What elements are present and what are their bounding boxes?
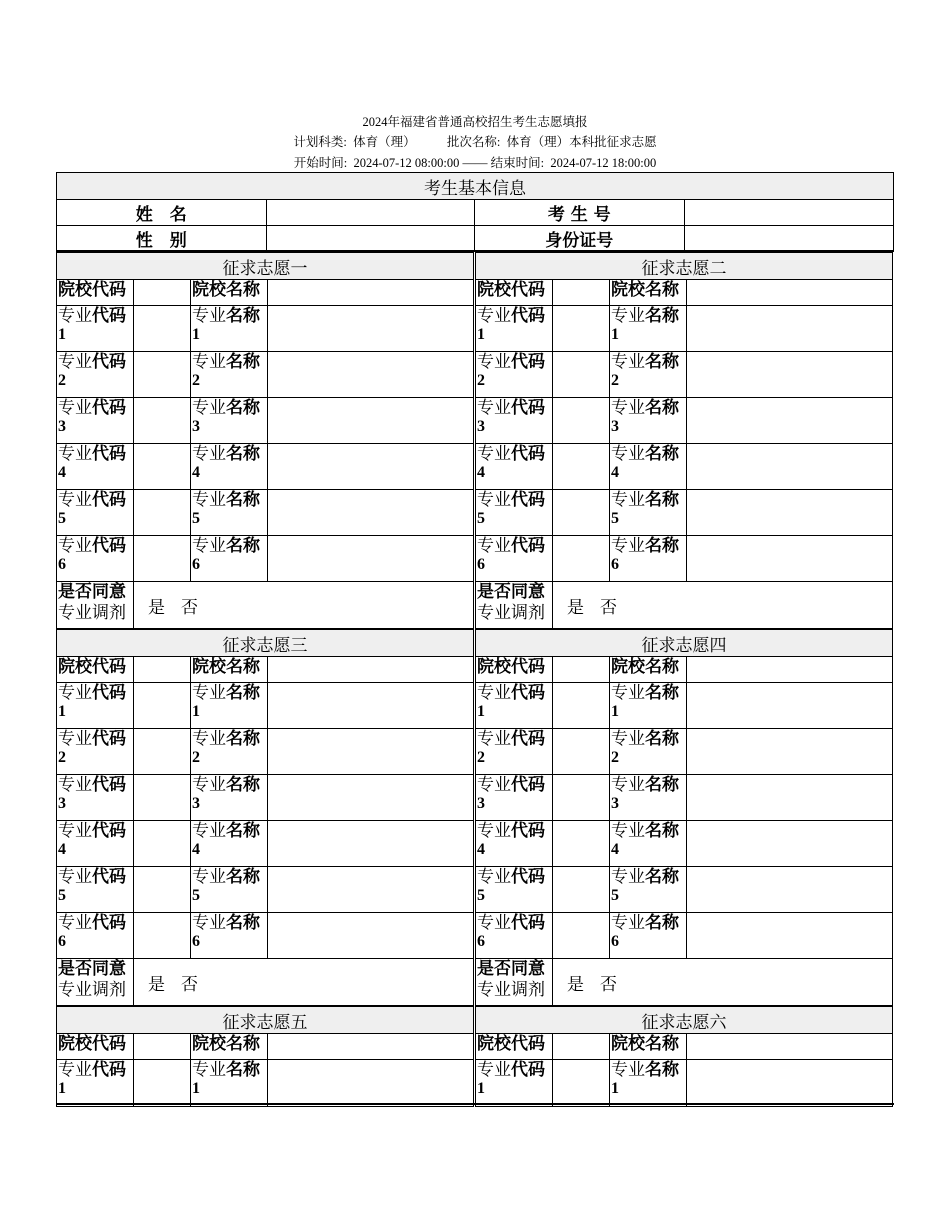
- school-name-field[interactable]: [268, 657, 473, 682]
- major-name-field[interactable]: [268, 1060, 473, 1106]
- school-code-label: 院校代码: [57, 280, 134, 305]
- major-name-label: 专业名称 4: [610, 821, 687, 866]
- major-code-field[interactable]: [553, 729, 610, 774]
- major-code-field[interactable]: [553, 683, 610, 728]
- major-code-field[interactable]: [134, 1060, 191, 1106]
- basic-info-title: 考生基本信息: [57, 173, 893, 200]
- end-value: 2024-07-12 18:00:00: [550, 156, 657, 170]
- major-code-label: 专业代码 6: [476, 536, 553, 581]
- end-label: 结束时间:: [490, 156, 545, 170]
- major-name-label: 专业名称 4: [191, 444, 268, 489]
- major-row: [57, 867, 473, 913]
- school-row: [57, 1034, 473, 1060]
- choice-block-2: [475, 252, 893, 629]
- adjust-yes-option[interactable]: 是: [148, 597, 165, 618]
- school-name-field[interactable]: [687, 1034, 892, 1059]
- school-code-label: 院校代码: [57, 1034, 134, 1059]
- major-name-field[interactable]: [687, 444, 892, 489]
- form-title: 2024年福建省普通高校招生考生志愿填报: [362, 115, 588, 129]
- plan-value: 体育（理）: [353, 135, 416, 149]
- major-row: [57, 821, 473, 867]
- major-row: [476, 821, 892, 867]
- major-row: [57, 729, 473, 775]
- major-name-label: 专业名称 2: [191, 352, 268, 397]
- major-name-label: 专业名称 2: [610, 729, 687, 774]
- major-row: [476, 490, 892, 536]
- major-code-label: 专业代码 1: [57, 1060, 134, 1106]
- major-code-label: 专业代码 2: [476, 729, 553, 774]
- major-row: [476, 683, 892, 729]
- major-name-label: 专业名称 5: [610, 490, 687, 535]
- major-code-label: 专业代码 5: [476, 490, 553, 535]
- major-code-field[interactable]: [553, 352, 610, 397]
- major-name-label: 专业名称 3: [610, 398, 687, 443]
- start-value: 2024-07-12 08:00:00: [353, 156, 460, 170]
- major-row: [476, 913, 892, 959]
- adjust-row: [57, 959, 473, 1005]
- plan-label: 计划科类:: [293, 135, 347, 149]
- gender-field[interactable]: [267, 226, 476, 251]
- major-name-field[interactable]: [268, 821, 473, 866]
- school-row: [476, 657, 892, 683]
- major-code-label: 专业代码 3: [57, 398, 134, 443]
- major-row: [476, 1060, 892, 1106]
- major-name-field[interactable]: [268, 913, 473, 958]
- major-name-field[interactable]: [687, 398, 892, 443]
- major-row: [476, 352, 892, 398]
- choice-block-title: 征求志愿三: [57, 630, 473, 657]
- major-code-field[interactable]: [553, 1060, 610, 1106]
- major-row: [57, 683, 473, 729]
- major-code-field[interactable]: [553, 306, 610, 351]
- major-code-label: 专业代码 2: [57, 729, 134, 774]
- major-name-label: 专业名称 1: [610, 1060, 687, 1106]
- major-name-label: 专业名称 1: [191, 1060, 268, 1106]
- major-code-label: 专业代码 4: [57, 821, 134, 866]
- major-row: [57, 444, 473, 490]
- basic-info-table: [56, 172, 894, 250]
- school-code-field[interactable]: [553, 1034, 610, 1059]
- major-code-label: 专业代码 6: [476, 913, 553, 958]
- major-code-label: 专业代码 2: [476, 352, 553, 397]
- major-name-field[interactable]: [268, 683, 473, 728]
- choice-block-title: 征求志愿四: [476, 630, 892, 657]
- major-name-field[interactable]: [687, 536, 892, 581]
- school-code-label: 院校代码: [476, 657, 553, 682]
- major-code-label: 专业代码 5: [57, 867, 134, 912]
- major-code-label: 专业代码 5: [57, 490, 134, 535]
- school-name-field[interactable]: [268, 280, 473, 305]
- major-code-field[interactable]: [134, 821, 191, 866]
- school-name-label: 院校名称: [610, 657, 687, 682]
- major-code-field[interactable]: [553, 775, 610, 820]
- major-row: [57, 775, 473, 821]
- adjust-row: [476, 582, 892, 628]
- adjust-options: [134, 582, 473, 628]
- major-code-field[interactable]: [553, 444, 610, 489]
- major-code-label: 专业代码 4: [476, 444, 553, 489]
- major-name-field[interactable]: [687, 306, 892, 351]
- major-row: [57, 913, 473, 959]
- choice-block-title: 征求志愿六: [476, 1007, 892, 1034]
- major-code-field[interactable]: [134, 306, 191, 351]
- batch-value: 体育（理）本科批征求志愿: [506, 135, 657, 149]
- major-code-label: 专业代码 4: [476, 821, 553, 866]
- school-name-label: 院校名称: [191, 1034, 268, 1059]
- major-code-field[interactable]: [553, 821, 610, 866]
- major-name-label: 专业名称 4: [191, 821, 268, 866]
- choice-block-1: [56, 252, 474, 629]
- school-code-label: 院校代码: [57, 657, 134, 682]
- major-code-label: 专业代码 4: [57, 444, 134, 489]
- major-code-label: 专业代码 6: [57, 913, 134, 958]
- major-name-field[interactable]: [687, 352, 892, 397]
- major-code-label: 专业代码 1: [476, 683, 553, 728]
- school-code-field[interactable]: [553, 657, 610, 682]
- major-row: [57, 490, 473, 536]
- major-row: [57, 1060, 473, 1106]
- major-name-field[interactable]: [268, 536, 473, 581]
- basic-row-1: [57, 200, 893, 226]
- school-row: [476, 1034, 892, 1060]
- major-code-field[interactable]: [553, 398, 610, 443]
- major-code-label: 专业代码 6: [57, 536, 134, 581]
- school-name-field[interactable]: [687, 657, 892, 682]
- school-name-label: 院校名称: [191, 657, 268, 682]
- major-name-label: 专业名称 1: [610, 306, 687, 351]
- major-row: [476, 444, 892, 490]
- school-name-label: 院校名称: [191, 280, 268, 305]
- major-name-field[interactable]: [268, 775, 473, 820]
- adjust-no-option[interactable]: 否: [600, 597, 617, 618]
- adjust-yes-option[interactable]: 是: [567, 597, 584, 618]
- name-field[interactable]: [267, 200, 476, 225]
- major-code-label: 专业代码 5: [476, 867, 553, 912]
- name-label: 姓 名: [57, 200, 267, 225]
- major-name-field[interactable]: [687, 490, 892, 535]
- major-code-field[interactable]: [134, 536, 191, 581]
- major-code-label: 专业代码 1: [476, 306, 553, 351]
- major-row: [57, 398, 473, 444]
- plan-batch-line: [0, 132, 950, 152]
- adjust-row: [476, 959, 892, 1005]
- adjust-row: [57, 582, 473, 628]
- major-code-field[interactable]: [134, 729, 191, 774]
- school-code-label: 院校代码: [476, 280, 553, 305]
- major-name-label: 专业名称 6: [191, 913, 268, 958]
- adjust-no-option[interactable]: 否: [181, 974, 198, 995]
- major-name-field[interactable]: [268, 352, 473, 397]
- major-code-label: 专业代码 1: [476, 1060, 553, 1106]
- major-name-label: 专业名称 5: [191, 490, 268, 535]
- major-code-field[interactable]: [134, 683, 191, 728]
- major-name-field[interactable]: [687, 821, 892, 866]
- school-name-field[interactable]: [268, 1034, 473, 1059]
- time-line: [0, 153, 950, 173]
- major-code-field[interactable]: [553, 913, 610, 958]
- major-code-label: 专业代码 3: [476, 775, 553, 820]
- school-code-field[interactable]: [134, 657, 191, 682]
- major-code-label: 专业代码 1: [57, 683, 134, 728]
- major-code-label: 专业代码 1: [57, 306, 134, 351]
- school-row: [57, 280, 473, 306]
- school-code-field[interactable]: [553, 280, 610, 305]
- id-field[interactable]: [685, 226, 894, 251]
- major-row: [476, 536, 892, 582]
- major-row: [57, 306, 473, 352]
- major-name-label: 专业名称 1: [191, 683, 268, 728]
- choice-block-title: 征求志愿五: [57, 1007, 473, 1034]
- adjust-options: [553, 959, 892, 1005]
- major-name-field[interactable]: [268, 729, 473, 774]
- major-name-label: 专业名称 6: [610, 536, 687, 581]
- choice-block-5: [56, 1006, 474, 1107]
- major-row: [57, 536, 473, 582]
- major-name-field[interactable]: [687, 913, 892, 958]
- major-name-label: 专业名称 1: [191, 306, 268, 351]
- choice-block-title: 征求志愿一: [57, 253, 473, 280]
- choice-block-3: [56, 629, 474, 1006]
- major-name-field[interactable]: [268, 490, 473, 535]
- school-row: [476, 280, 892, 306]
- major-code-field[interactable]: [134, 490, 191, 535]
- adjust-yes-option[interactable]: 是: [567, 974, 584, 995]
- major-name-label: 专业名称 5: [191, 867, 268, 912]
- adjust-no-option[interactable]: 否: [600, 974, 617, 995]
- exam-no-label: 考 生 号: [475, 200, 685, 225]
- adjust-yes-option[interactable]: 是: [148, 974, 165, 995]
- major-code-field[interactable]: [134, 775, 191, 820]
- batch-label: 批次名称:: [446, 135, 501, 149]
- major-name-label: 专业名称 5: [610, 867, 687, 912]
- major-row: [476, 867, 892, 913]
- major-code-field[interactable]: [553, 536, 610, 581]
- major-row: [476, 775, 892, 821]
- start-label: 开始时间:: [293, 156, 348, 170]
- school-row: [57, 657, 473, 683]
- school-code-field[interactable]: [134, 280, 191, 305]
- school-code-label: 院校代码: [476, 1034, 553, 1059]
- major-row: [476, 729, 892, 775]
- major-name-field[interactable]: [268, 398, 473, 443]
- school-name-label: 院校名称: [610, 280, 687, 305]
- choice-block-6: [475, 1006, 893, 1107]
- basic-row-2: [57, 226, 893, 252]
- time-dash: ——: [462, 156, 488, 170]
- id-label: 身份证号: [475, 226, 685, 251]
- choices-grid: [56, 250, 894, 1105]
- adjust-options: [553, 582, 892, 628]
- major-name-label: 专业名称 3: [191, 775, 268, 820]
- major-name-label: 专业名称 2: [610, 352, 687, 397]
- choice-block-4: [475, 629, 893, 1006]
- major-name-label: 专业名称 4: [610, 444, 687, 489]
- major-code-label: 专业代码 2: [57, 352, 134, 397]
- major-name-field[interactable]: [687, 867, 892, 912]
- major-row: [57, 352, 473, 398]
- choice-block-title: 征求志愿二: [476, 253, 892, 280]
- major-name-field[interactable]: [687, 729, 892, 774]
- adjust-no-option[interactable]: 否: [181, 597, 198, 618]
- major-name-field[interactable]: [268, 306, 473, 351]
- major-code-field[interactable]: [134, 352, 191, 397]
- major-name-field[interactable]: [268, 444, 473, 489]
- major-code-field[interactable]: [134, 913, 191, 958]
- major-row: [476, 398, 892, 444]
- school-name-label: 院校名称: [610, 1034, 687, 1059]
- major-name-label: 专业名称 2: [191, 729, 268, 774]
- major-name-label: 专业名称 6: [610, 913, 687, 958]
- adjust-label: 是否同意 专业调剂: [57, 582, 134, 628]
- major-name-label: 专业名称 3: [610, 775, 687, 820]
- major-code-field[interactable]: [134, 398, 191, 443]
- major-row: [476, 306, 892, 352]
- major-code-field[interactable]: [553, 867, 610, 912]
- major-code-label: 专业代码 3: [476, 398, 553, 443]
- major-name-field[interactable]: [687, 775, 892, 820]
- adjust-label: 是否同意 专业调剂: [57, 959, 134, 1005]
- major-code-field[interactable]: [553, 490, 610, 535]
- major-name-label: 专业名称 3: [191, 398, 268, 443]
- major-code-field[interactable]: [134, 867, 191, 912]
- major-name-field[interactable]: [687, 1060, 892, 1106]
- school-code-field[interactable]: [134, 1034, 191, 1059]
- major-name-label: 专业名称 6: [191, 536, 268, 581]
- major-name-field[interactable]: [268, 867, 473, 912]
- major-code-field[interactable]: [134, 444, 191, 489]
- school-name-field[interactable]: [687, 280, 892, 305]
- major-name-label: 专业名称 1: [610, 683, 687, 728]
- major-name-field[interactable]: [687, 683, 892, 728]
- adjust-label: 是否同意 专业调剂: [476, 959, 553, 1005]
- adjust-options: [134, 959, 473, 1005]
- exam-no-field[interactable]: [685, 200, 894, 225]
- major-code-label: 专业代码 3: [57, 775, 134, 820]
- gender-label: 性 别: [57, 226, 267, 251]
- adjust-label: 是否同意 专业调剂: [476, 582, 553, 628]
